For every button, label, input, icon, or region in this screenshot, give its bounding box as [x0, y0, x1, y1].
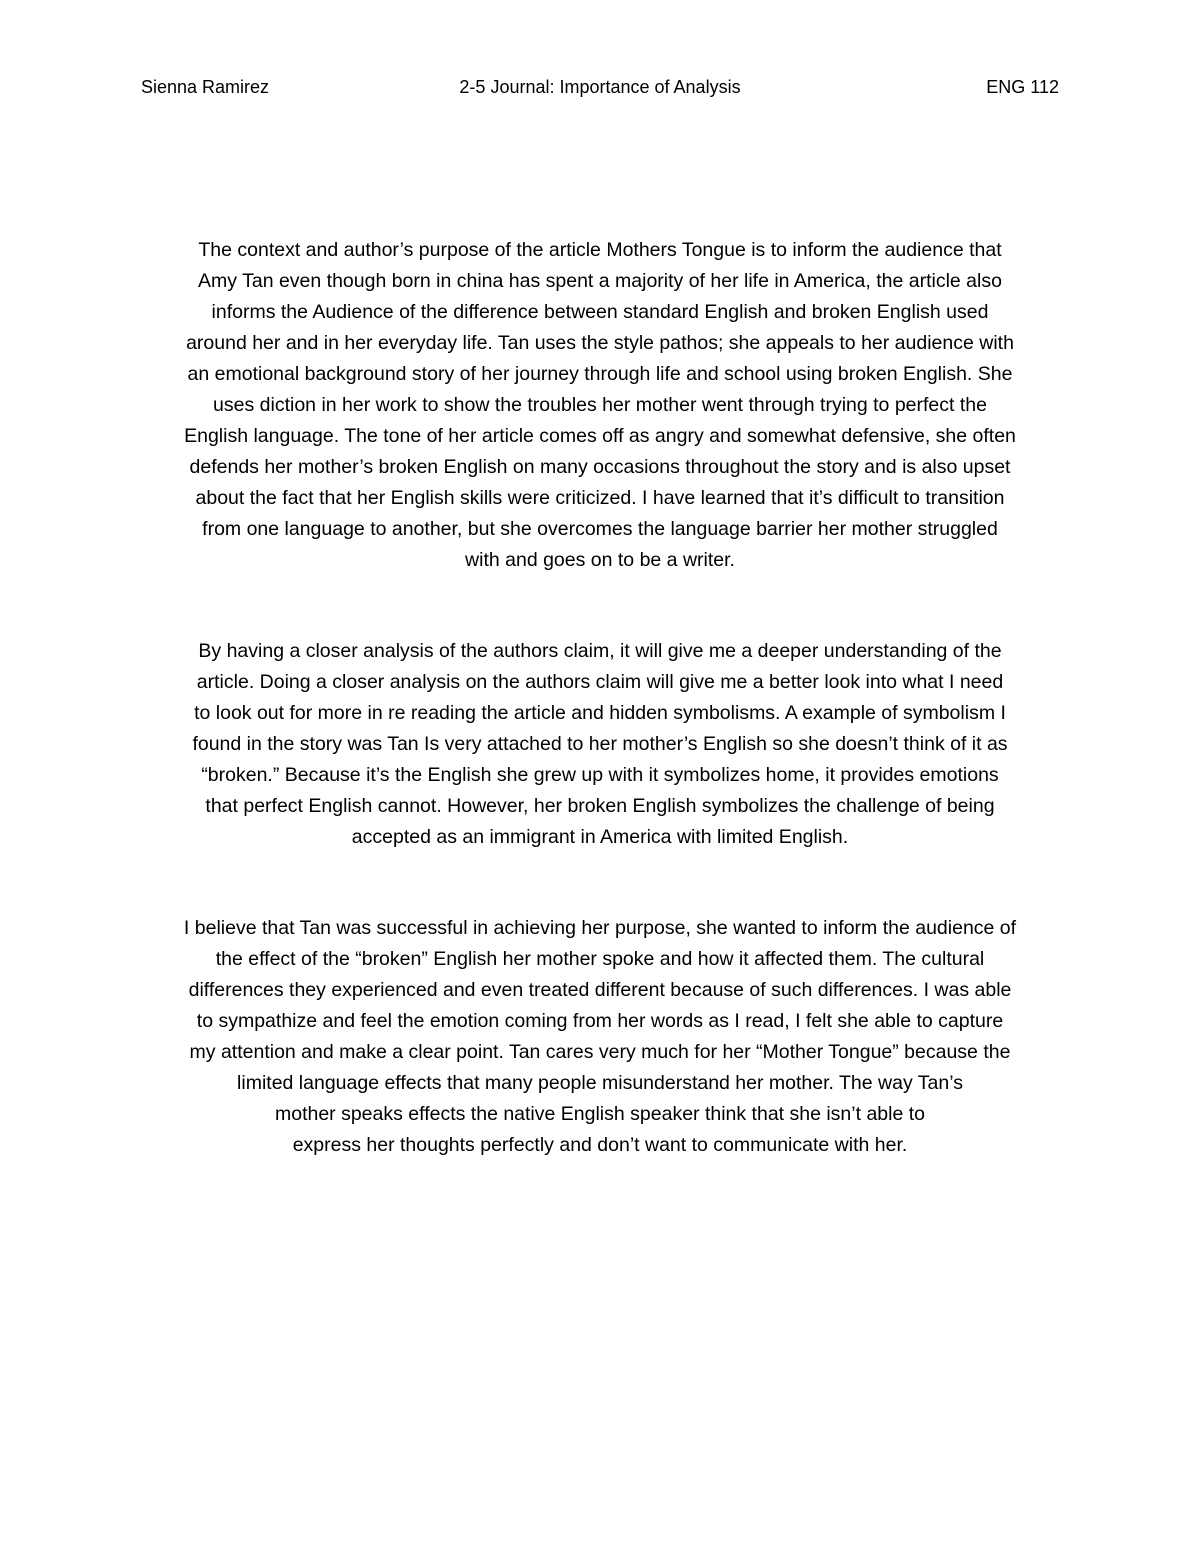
paragraph-line: “broken.” Because it’s the English she grew up with it symbolizes home, it provides emotions — [201, 764, 999, 786]
paragraph-line: the effect of the “broken” English her mother spoke and how it affected them. The cultural — [215, 948, 985, 970]
paragraph-line: to sympathize and feel the emotion coming from her words as I read, I felt she able to capture — [196, 1010, 1004, 1032]
paragraph-line: with and goes on to be a writer. — [465, 549, 735, 571]
paragraph-line: The context and author’s purpose of the article Mothers Tongue is to inform the audience that — [198, 239, 1002, 261]
paragraph-line: my attention and make a clear point. Tan cares very much for her “Mother Tongue” because the — [189, 1041, 1011, 1063]
paragraph-line: mother speaks effects the native English speaker think that she isn’t able to — [274, 1103, 925, 1125]
paragraph-line: By having a closer analysis of the authors claim, it will give me a deeper understanding of the — [198, 640, 1002, 662]
header-title: 2-5 Journal: Importance of Analysis — [459, 77, 741, 97]
paragraph-line: informs the Audience of the difference between standard English and broken English used — [211, 301, 989, 323]
paragraph-closer-analysis — [141, 636, 1059, 853]
paragraph-line: about the fact that her English skills were criticized. I have learned that it’s difficult to transition — [195, 487, 1005, 509]
paragraph-line: English language. The tone of her article comes off as angry and somewhat defensive, she often — [184, 425, 1016, 447]
page-header — [141, 74, 1059, 100]
header-course: ENG 112 — [986, 77, 1059, 97]
paragraph-line: found in the story was Tan Is very attached to her mother’s English so she doesn’t think of it as — [192, 733, 1008, 755]
paragraph-line: to look out for more in re reading the article and hidden symbolisms. A example of symbolism I — [194, 702, 1006, 724]
paragraph-line: limited language effects that many people misunderstand her mother. The way Tan’s — [237, 1072, 963, 1094]
paragraph-line: differences they experienced and even treated different because of such differences. I was able — [188, 979, 1012, 1001]
paragraph-line: from one language to another, but she overcomes the language barrier her mother struggled — [202, 518, 998, 540]
paragraph-line: I believe that Tan was successful in achieving her purpose, she wanted to inform the audience of — [183, 917, 1017, 939]
paragraph-line: an emotional background story of her journey through life and school using broken English. She — [187, 363, 1013, 385]
paragraph-line: express her thoughts perfectly and don’t want to communicate with her. — [292, 1134, 908, 1156]
paragraph-line: article. Doing a closer analysis on the authors claim will give me a better look into what I need — [196, 671, 1004, 693]
paragraph-line: accepted as an immigrant in America with limited English. — [351, 826, 849, 848]
header-author: Sienna Ramirez — [141, 77, 270, 97]
paragraph-line: Amy Tan even though born in china has spent a majority of her life in America, the article also — [198, 270, 1002, 292]
paragraph-line: defends her mother’s broken English on many occasions throughout the story and is also upset — [189, 456, 1011, 478]
paragraph-context-purpose — [141, 235, 1059, 576]
paragraph-line: around her and in her everyday life. Tan uses the style pathos; she appeals to her audience with — [186, 332, 1014, 354]
paragraph-line: that perfect English cannot. However, her broken English symbolizes the challenge of being — [205, 795, 995, 817]
paragraph-conclusion — [141, 913, 1059, 1161]
paragraph-line: uses diction in her work to show the troubles her mother went through trying to perfect the — [213, 394, 987, 416]
